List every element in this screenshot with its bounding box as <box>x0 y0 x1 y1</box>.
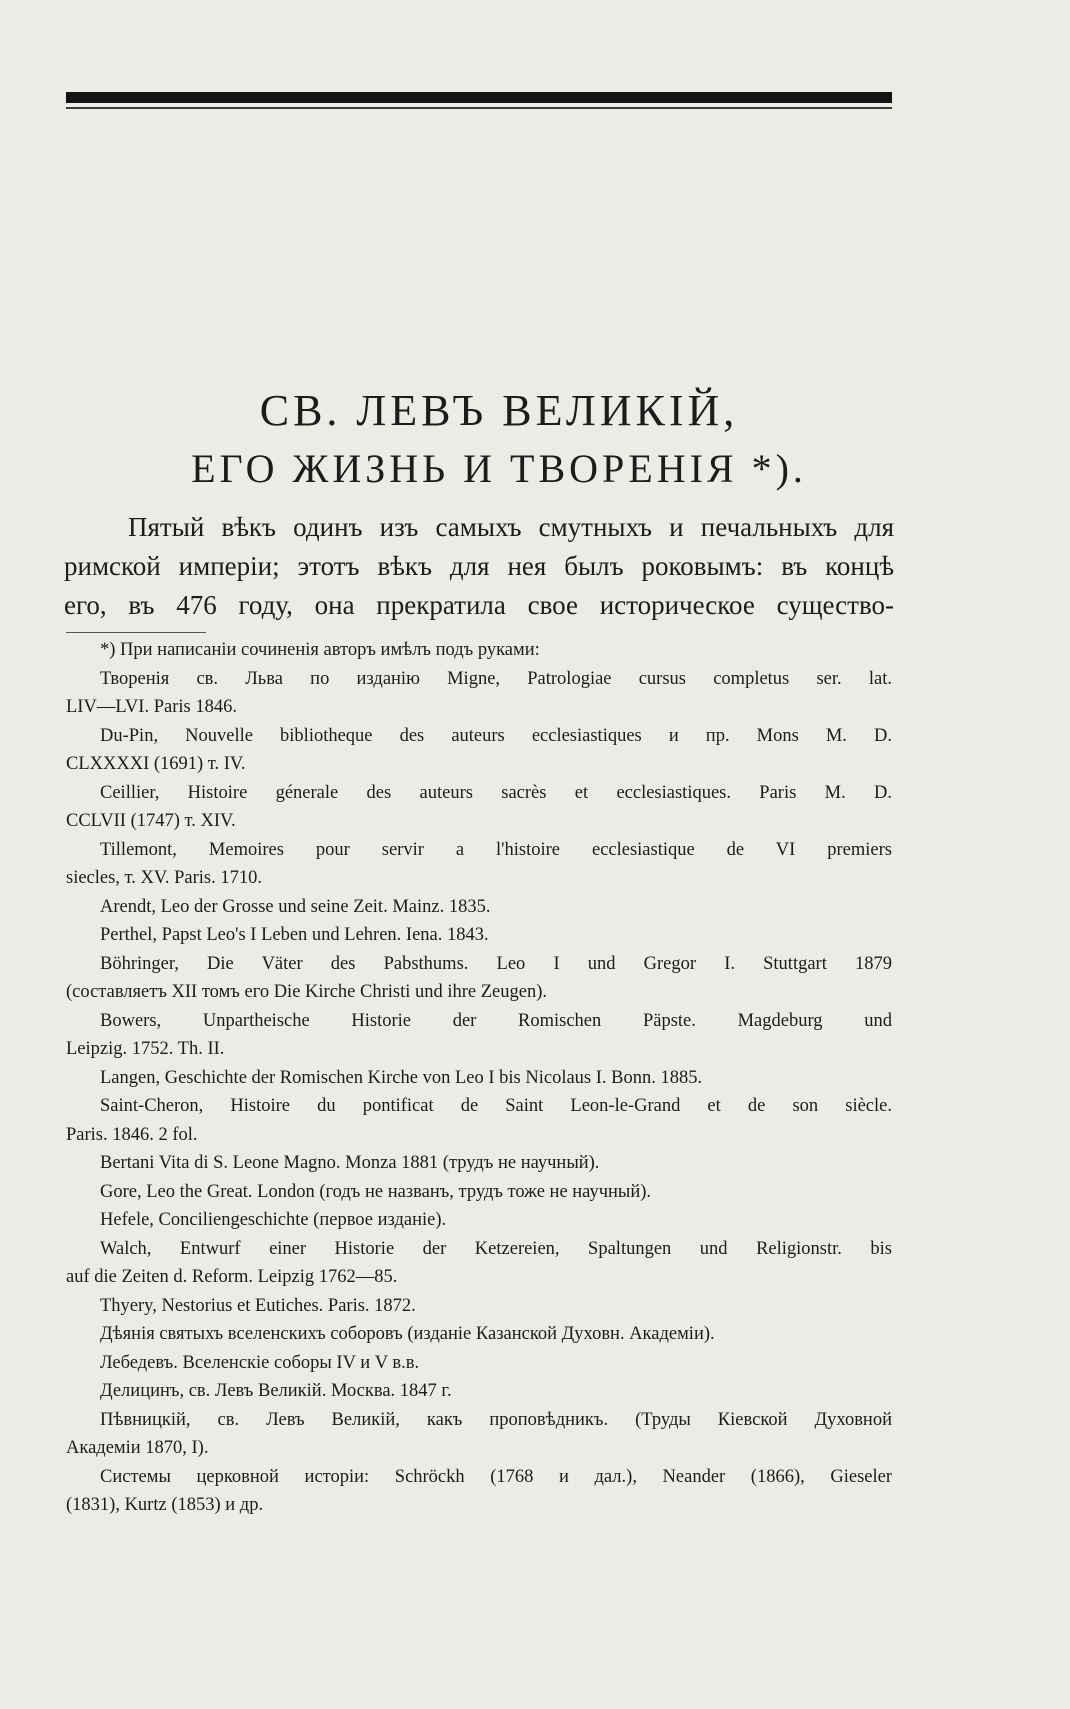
footnote-line: Böhringer, Die Väter des Pabsthums. Leo I und Gregor I. Stuttgart 1879 <box>100 953 892 974</box>
chapter-title: СВ. ЛЕВЪ ВЕЛИКІЙ, <box>259 386 739 435</box>
footnote-line: LIV—LVI. Paris 1846. <box>66 697 237 717</box>
footnote-line: Du-Pin, Nouvelle bibliotheque des auteurs ecclesiastiques и пр. Mons M. D. <box>100 725 892 746</box>
footnote-entry <box>66 665 892 722</box>
footnote-entry <box>66 893 892 922</box>
chapter-subtitle: ЕГО ЖИЗНЬ И ТВОРЕНІЯ *). <box>191 446 807 491</box>
footnote-entry <box>66 921 892 950</box>
footnote-line: Walch, Entwurf einer Historie der Ketzereien, Spaltungen und Religionstr. bis <box>100 1238 892 1259</box>
footnote-entry <box>66 1064 892 1093</box>
footnote-line: *) При написаніи сочиненія авторъ имѣлъ подъ руками: <box>100 640 540 660</box>
footnote-line: Bowers, Unpartheische Historie der Romischen Päpste. Magdeburg und <box>100 1010 892 1031</box>
header-rule-thin <box>66 107 892 109</box>
footnote-entry <box>66 779 892 836</box>
footnote-line: Дѣянія святыхъ вселенскихъ соборовъ (изданіе Казанской Духовн. Академіи). <box>100 1324 715 1344</box>
footnote-entry <box>66 1377 892 1406</box>
body-paragraph <box>64 508 894 625</box>
footnote-line: Ceillier, Histoire génerale des auteurs sacrès et ecclesiastiques. Paris M. D. <box>100 782 892 803</box>
footnote-line: Langen, Geschichte der Romischen Kirche von Leo I bis Nicolaus I. Bonn. 1885. <box>100 1067 703 1088</box>
footnote-line: Делицинъ, св. Левъ Великій. Москва. 1847 г. <box>100 1381 452 1401</box>
footnote-block <box>66 636 892 1520</box>
header-rule-thick <box>66 92 892 103</box>
footnote-entry <box>66 1320 892 1349</box>
paragraph-line: Пятый вѣкъ одинъ изъ самыхъ смутныхъ и печальныхъ для <box>128 512 894 542</box>
footnote-rule <box>66 632 206 633</box>
footnote-entry <box>66 1092 892 1149</box>
footnote-line: Leipzig. 1752. Th. II. <box>66 1039 225 1059</box>
footnote-line: Gore, Leo the Great. London (годъ не названъ, трудъ тоже не научный). <box>100 1181 652 1202</box>
footnote-entry <box>66 1007 892 1064</box>
footnote-line: Творенія св. Льва по изданію Migne, Patrologiae cursus completus ser. lat. <box>100 668 892 689</box>
footnote-line: Thyery, Nestorius et Eutiches. Paris. 1872. <box>100 1295 416 1316</box>
footnote-entry <box>66 1349 892 1378</box>
footnote-line: Системы церковной исторіи: Schröckh (1768 и дал.), Neander (1866), Gieseler <box>100 1466 892 1487</box>
footnote-line: Paris. 1846. 2 fol. <box>66 1124 198 1145</box>
footnote-entry <box>66 950 892 1007</box>
footnote-entry <box>66 1149 892 1178</box>
footnote-line: Saint-Cheron, Histoire du pontificat de Saint Leon-le-Grand et de son siècle. <box>100 1096 892 1116</box>
footnote-line: Tillemont, Memoires pour servir a l'histoire ecclesiastique de VI premiers <box>100 839 892 860</box>
footnote-line: Пѣвницкій, св. Левъ Великій, какъ проповѣдникъ. (Труды Кіевской Духовной <box>100 1409 892 1430</box>
footnote-line: Академіи 1870, I). <box>66 1438 209 1458</box>
footnote-entry <box>66 1235 892 1292</box>
footnote-line: CLXXXXI (1691) т. IV. <box>66 754 246 774</box>
footnote-entry <box>66 636 892 665</box>
footnote-line: siecles, т. XV. Paris. 1710. <box>66 868 262 888</box>
footnote-line: Лебедевъ. Вселенскіе соборы IV и V в.в. <box>100 1352 420 1373</box>
footnote-entry <box>66 1406 892 1463</box>
footnote-line: auf die Zeiten d. Reform. Leipzig 1762—85. <box>66 1267 398 1287</box>
footnote-line: Hefele, Conciliengeschichte (первое изданіе). <box>100 1210 447 1230</box>
footnote-line: Perthel, Papst Leo's I Leben und Lehren. Iena. 1843. <box>100 925 489 945</box>
footnote-entry <box>66 836 892 893</box>
footnote-line: CCLVII (1747) т. XIV. <box>66 811 236 831</box>
footnote-entry <box>66 722 892 779</box>
footnote-line: Bertani Vita di S. Leone Magno. Monza 1881 (трудъ не научный). <box>100 1153 600 1173</box>
footnote-line: Arendt, Leo der Grosse und seine Zeit. Mainz. 1835. <box>100 896 491 917</box>
footnote-entry <box>66 1178 892 1207</box>
paragraph-line: римской имперіи; этотъ вѣкъ для нея былъ роковымъ: въ концѣ <box>64 551 894 581</box>
paragraph-line: его, въ 476 году, она прекратила свое историческое существо- <box>64 590 894 620</box>
footnote-entry <box>66 1206 892 1235</box>
footnote-entry <box>66 1292 892 1321</box>
footnote-line: (составляетъ XII томъ его Die Kirche Christi und ihre Zeugen). <box>66 982 547 1002</box>
footnote-entry <box>66 1463 892 1520</box>
footnote-line: (1831), Kurtz (1853) и др. <box>66 1495 264 1515</box>
